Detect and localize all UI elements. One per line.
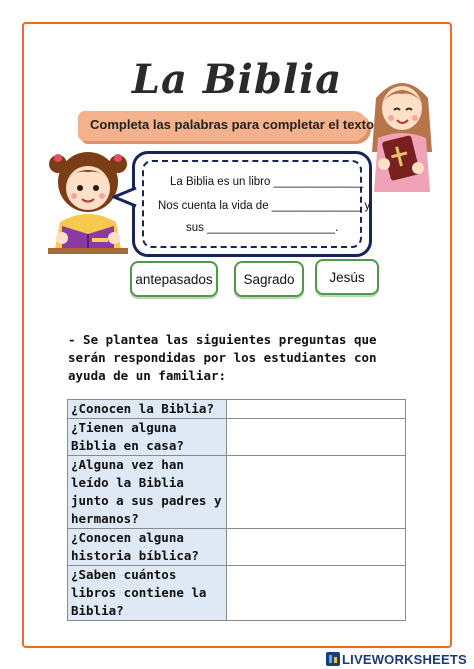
word-option-jesus[interactable]: Jesús (315, 259, 379, 295)
answer-cell[interactable] (227, 566, 406, 621)
answer-cell[interactable] (227, 419, 406, 456)
table-row (68, 566, 406, 621)
answer-cell[interactable] (227, 400, 406, 419)
fill-text-line-2[interactable]: Nos cuenta la vida de ______________ y (158, 200, 371, 212)
question-cell: ¿Alguna vez han leído la Biblia junto a sus padres y hermanos? (68, 456, 227, 529)
question-cell: ¿Saben cuántos libros contiene la Biblia? (68, 566, 227, 621)
table-row (68, 456, 406, 529)
word-option-sagrado[interactable]: Sagrado (234, 261, 304, 297)
question-cell: ¿Tienen alguna Biblia en casa? (68, 419, 227, 456)
word-option-antepasados[interactable]: antepasados (130, 261, 218, 297)
answer-cell[interactable] (227, 529, 406, 566)
liveworksheets-logo-icon (326, 652, 340, 666)
question-cell: ¿Conocen alguna historia bíblica? (68, 529, 227, 566)
fill-text-line-1[interactable]: La Biblia es un libro ______________ (170, 176, 364, 188)
instruction-text: Completa las palabras para completar el texto (90, 117, 374, 132)
questions-table (67, 399, 406, 621)
table-row (68, 529, 406, 566)
table-row (68, 419, 406, 456)
page-title: La Biblia (131, 56, 343, 103)
girl-holding-bible-illustration (366, 68, 438, 196)
table-row (68, 400, 406, 419)
liveworksheets-brand (326, 651, 467, 667)
question-cell: ¿Conocen la Biblia? (68, 400, 227, 419)
answer-cell[interactable] (227, 456, 406, 529)
questions-intro: - Se plantea las siguientes preguntas que serán respondidas por los estudiantes con ayuda de un familiar: (68, 332, 377, 383)
brand-text: LIVEWORKSHEETS (342, 651, 467, 667)
speech-bubble-tail (112, 186, 138, 208)
fill-text-line-3[interactable]: sus ____________________. (186, 222, 339, 234)
